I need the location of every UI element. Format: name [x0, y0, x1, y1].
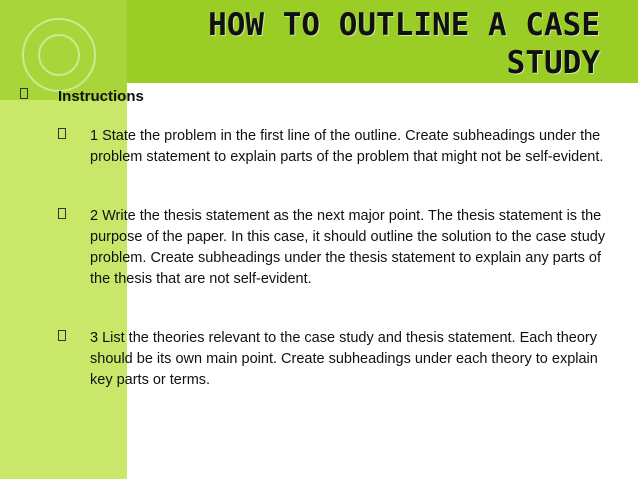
bullet-icon [58, 128, 70, 146]
list-item-text: 2 Write the thesis statement as the next major point. The thesis statement is the purpose of the paper. In this case, it should outline the solution to the case study problem. Create subheadings under the thesis statement to explain any parts of the thesis that are not self-evident. [90, 208, 606, 287]
section-heading: Instructions [58, 88, 144, 105]
bullet-icon [58, 208, 70, 226]
decorative-circle-inner [38, 34, 80, 76]
list-item-text: 1 State the problem in the first line of the outline. Create subheadings under the problem statement to explain parts of the problem that might not be self-evident. [90, 128, 604, 165]
list-item-text: 3 List the theories relevant to the case study and thesis statement. Each theory should be its own main point. Create subheadings under each theory to explain key parts or terms. [90, 330, 598, 388]
bullet-icon [20, 88, 32, 108]
bullet-icon [58, 330, 70, 348]
slide-title: HOW TO OUTLINE A CASE STUDY [208, 7, 600, 81]
